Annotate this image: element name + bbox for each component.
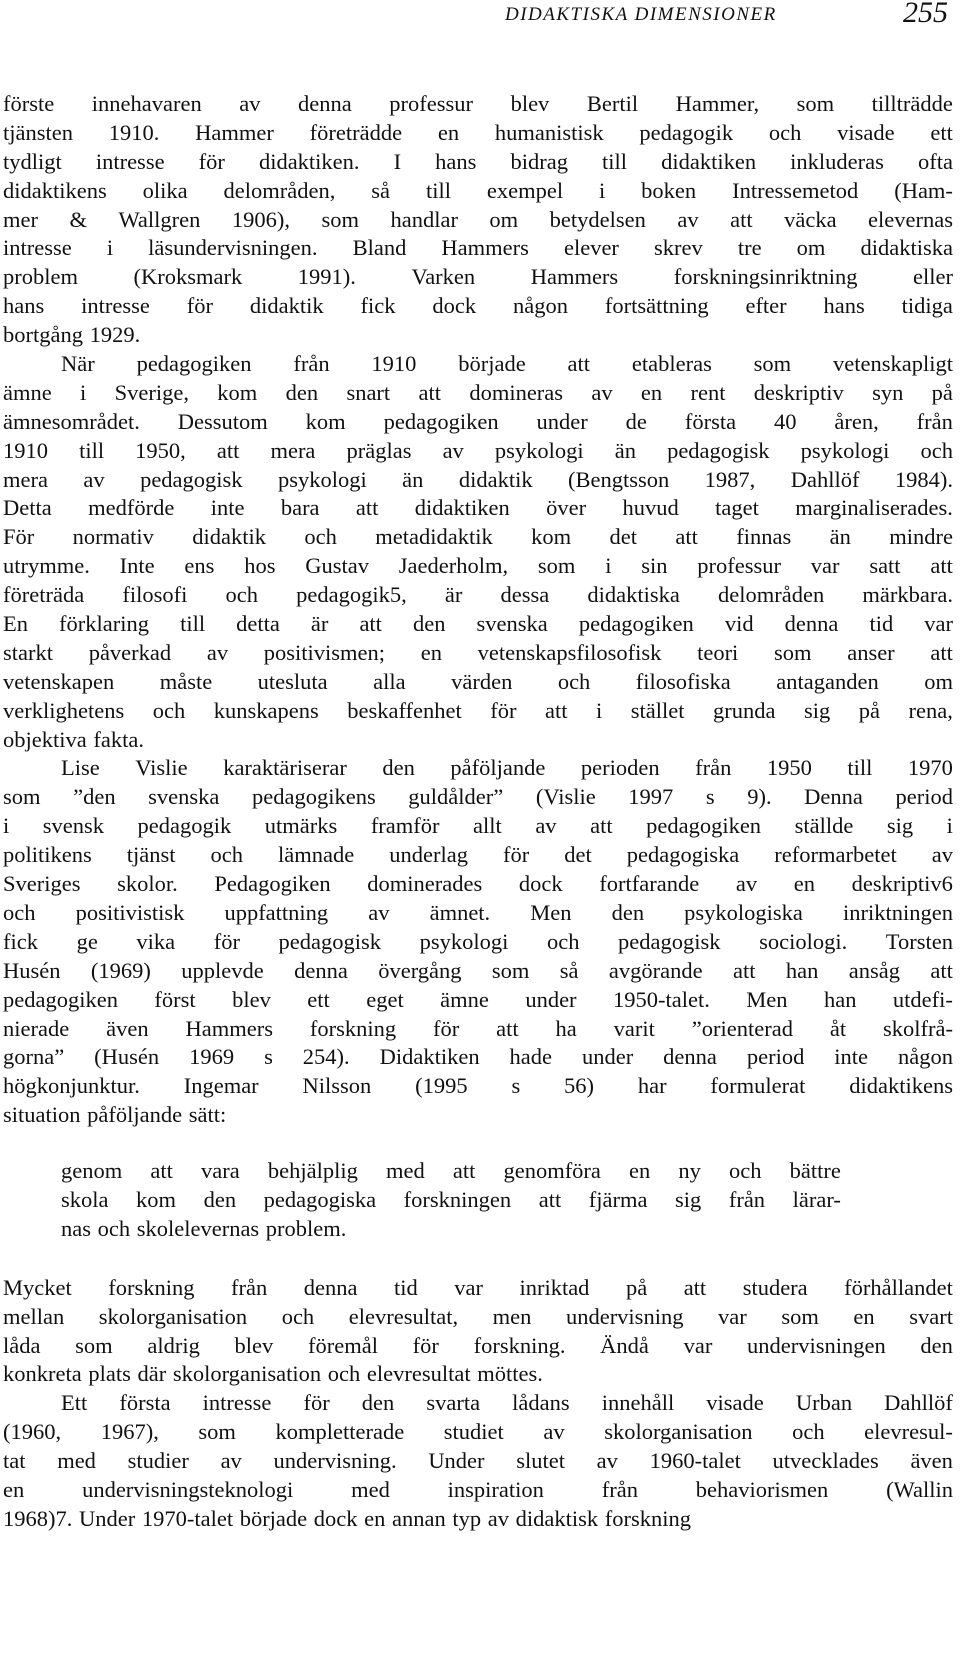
body-text: [3, 90, 953, 1534]
text-line: tjänsten 1910. Hammer företrädde en humanistisk pedagogik och visade ett: [3, 119, 953, 145]
text-line: Ett första intresse för den svarta lådans innehåll visade Urban Dahllöf: [61, 1390, 953, 1416]
text-line: utrymme. Inte ens hos Gustav Jaederholm, som i sin professur var satt att: [3, 553, 953, 579]
text-line: och positivistisk uppfattning av ämnet. Men den psykologiska inriktningen: [3, 899, 953, 925]
text-line: mera av pedagogisk psykologi än didaktik (Bengtsson 1987, Dahllöf 1984).: [3, 466, 953, 492]
text-line: pedagogiken först blev ett eget ämne under 1950-talet. Men han utdefi-: [3, 986, 953, 1012]
text-line: bortgång 1929.: [3, 322, 141, 348]
text-line: 1968)7. Under 1970-talet började dock en annan typ av didaktisk forskning: [3, 1505, 691, 1531]
text-line: objektiva fakta.: [3, 726, 144, 752]
text-line: skola kom den pedagogiska forskningen att fjärma sig från lärar-: [61, 1186, 841, 1212]
paragraph-group-before-quote: [3, 90, 953, 1130]
paragraph: [3, 350, 953, 754]
text-line: hans intresse för didaktik fick dock någon fortsättning efter hans tidiga: [3, 293, 953, 319]
text-line: tydligt intresse för didaktiken. I hans bidrag till didaktiken inkluderas ofta: [3, 148, 953, 174]
text-line: verklighetens och kunskapens beskaffenhet för att i stället grunda sig på rena,: [3, 697, 953, 723]
paragraph-group-after-quote: [3, 1274, 953, 1534]
text-line: problem (Kroksmark 1991). Varken Hammers forskningsinriktning eller: [3, 264, 953, 290]
text-line: ämnesområdet. Dessutom kom pedagogiken under de första 40 åren, från: [3, 408, 953, 434]
paragraph: [3, 1389, 953, 1533]
text-line: 1910 till 1950, att mera präglas av psykologi än pedagogisk psykologi och: [3, 437, 953, 463]
text-line: Lise Vislie karaktäriserar den påföljande perioden från 1950 till 1970: [61, 755, 953, 781]
text-line: (1960, 1967), som kompletterade studiet av skolorganisation och elevresul-: [3, 1419, 953, 1445]
text-line: gorna” (Husén 1969 s 254). Didaktiken hade under denna period inte någon: [3, 1044, 953, 1070]
text-line: låda som aldrig blev föremål för forskning. Ändå var undervisningen den: [3, 1332, 953, 1358]
text-line: företräda filosofi och pedagogik5, är dessa didaktiska delområden märkbara.: [3, 582, 953, 608]
block-quote: [3, 1157, 953, 1244]
text-line: didaktikens olika delområden, så till exempel i boken Intressemetod (Ham-: [3, 177, 953, 203]
text-line: situation påföljande sätt:: [3, 1102, 227, 1128]
text-line: intresse i läsundervisningen. Bland Hammers elever skrev tre om didaktiska: [3, 235, 953, 261]
text-line: Sveriges skolor. Pedagogiken dominerades dock fortfarande av en deskriptiv6: [3, 871, 953, 897]
text-line: konkreta plats där skolorganisation och elevresultat möttes.: [3, 1361, 543, 1387]
running-head: DIDAKTISKA DIMENSIONER: [505, 4, 777, 25]
text-line: En förklaring till detta är att den svenska pedagogiken vid denna tid var: [3, 611, 953, 637]
text-line: Mycket forskning från denna tid var inriktad på att studera förhållandet: [3, 1274, 953, 1300]
text-line: i svensk pedagogik utmärks framför allt av att pedagogiken ställde sig i: [3, 813, 953, 839]
paragraph: [3, 754, 953, 1130]
text-line: tat med studier av undervisning. Under slutet av 1960-talet utvecklades även: [3, 1448, 953, 1474]
page-header: [0, 0, 960, 40]
text-line: ämne i Sverige, kom den snart att domineras av en rent deskriptiv syn på: [3, 379, 953, 405]
text-line: nierade även Hammers forskning för att ha varit ”orienterad åt skolfrå-: [3, 1015, 953, 1041]
text-line: som ”den svenska pedagogikens guldålder” (Vislie 1997 s 9). Denna period: [3, 784, 953, 810]
text-line: mellan skolorganisation och elevresultat, men undervisning var som en svart: [3, 1303, 953, 1329]
text-line: När pedagogiken från 1910 började att etableras som vetenskapligt: [61, 351, 953, 377]
text-line: starkt påverkad av positivismen; en vetenskapsfilosofisk teori som anser att: [3, 639, 953, 665]
text-line: mer & Wallgren 1906), som handlar om betydelsen av att väcka elevernas: [3, 206, 953, 232]
text-line: För normativ didaktik och metadidaktik kom det att finnas än mindre: [3, 524, 953, 550]
text-line: politikens tjänst och lämnade underlag för det pedagogiska reformarbetet av: [3, 842, 953, 868]
text-line: högkonjunktur. Ingemar Nilsson (1995 s 56) har formulerat didaktikens: [3, 1073, 953, 1099]
paragraph: [3, 1274, 953, 1390]
text-line: nas och skolelevernas problem.: [61, 1215, 347, 1241]
page-number: 255: [903, 0, 948, 29]
text-line: förste innehavaren av denna professur blev Bertil Hammer, som tillträdde: [3, 91, 953, 116]
text-line: fick ge vika för pedagogisk psykologi och pedagogisk sociologi. Torsten: [3, 928, 953, 954]
text-line: Detta medförde inte bara att didaktiken över huvud taget marginaliserades.: [3, 495, 953, 521]
text-line: en undervisningsteknologi med inspiration från behaviorismen (Wallin: [3, 1476, 953, 1502]
paragraph: [3, 90, 953, 350]
text-line: Husén (1969) upplevde denna övergång som så avgörande att han ansåg att: [3, 957, 953, 983]
text-line: genom att vara behjälplig med att genomföra en ny och bättre: [61, 1158, 841, 1184]
text-line: vetenskapen måste utesluta alla värden och filosofiska antaganden om: [3, 668, 953, 694]
